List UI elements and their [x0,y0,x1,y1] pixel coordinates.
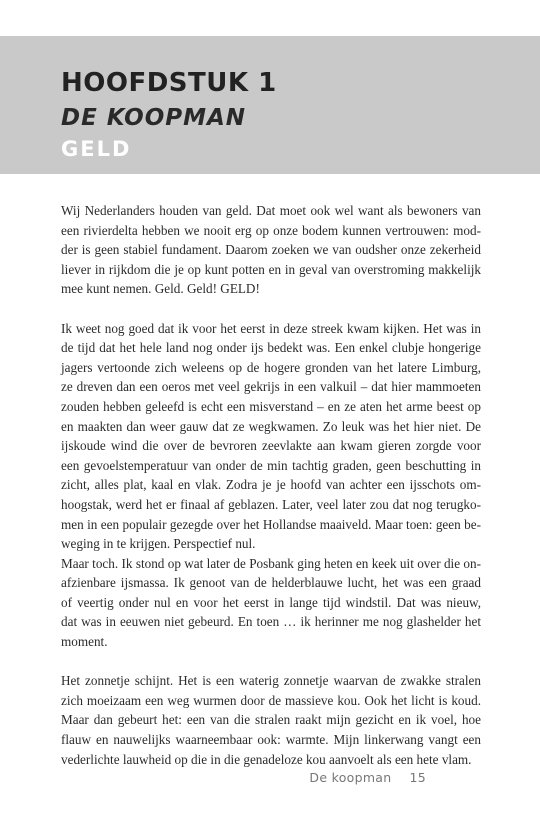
text-line: en maakten dan weer gauw dat ze wegkwamen. Zo leuk was het hier niet. De [61,418,481,434]
text-line: zouden hebben geleefd is echt een misverstand – en ze aten het arme beest op [61,398,481,414]
text-line: Het zonnetje schijnt. Het is een waterig zonnetje waarvan de zwakke stralen [61,673,481,689]
text-line: moment. [61,634,108,650]
section-title: GELD [61,137,132,161]
chapter-title: HOOFDSTUK 1 [61,68,277,98]
text-line: ze dreven dan een oeros met veel gekrijs in een valkuil – dat hier mammoeten [61,379,481,395]
text-line: de tijd dat het hele land nog onder ijs bedekt was. Een enkel clubje hongerige [61,340,481,356]
chapter-subtitle: DE KOOPMAN [61,105,247,131]
text-line: liever in rijkdom die je op kunt potten en in geval van overstroming makkelijk [61,261,481,277]
text-line: een rivierdelta hebben we nooit erg op onze bodem kunnen vertrouwen: mod- [61,222,481,238]
paragraph [61,319,481,652]
text-line: vederlichte lauwheid op die in die genadeloze kou aanvoelt als een hete vlam. [61,751,472,767]
text-line: of veertig onder nul en voor het eerst in lange tijd windstil. Dat was nieuw, [61,594,481,610]
text-line: dat was in eeuwen niet gebeurd. En toen … ik herinner me nog glashelder het [61,614,481,630]
text-line: der is geen stabiel fundament. Daarom zoeken we van oudsher onze zekerheid [61,242,481,258]
text-line: flauw en nauwelijks waarneembaar ook: warmte. Mijn linkerwang vangt een [61,732,481,748]
page-footer [309,770,426,785]
body-text [61,201,481,769]
paragraph [61,671,481,769]
text-line: mee kunt nemen. Geld. Geld! GELD! [61,281,260,297]
text-line: jagers vertoonde zich weleens op de hogere gronden van het latere Limburg, [61,359,481,375]
text-line: Ik weet nog goed dat ik voor het eerst in deze streek kwam kijken. Het was in [61,320,481,336]
text-line: Maar dan gebeurt het: een van die stralen raakt mijn gezicht en ik voel, hoe [61,712,481,728]
text-line: zicht, alles plat, kaal en vlak. Zodra je je hoofd van achter een ijsschots om- [61,477,481,493]
text-line: Maar toch. Ik stond op wat later de Posbank ging heten en keek uit over die on- [61,555,481,571]
paragraph-gap [61,299,481,319]
text-line: ijskoude wind die over de bevroren zeevlakte aan kwam gieren zorgde voor [61,438,481,454]
text-line: Wij Nederlanders houden van geld. Dat moet ook wel want als bewoners van [61,203,481,218]
text-line: een gevoelstemperatuur van onder de min tachtig graden, geen beschutting in [61,457,481,473]
text-line: zich moeizaam een weg wurmen door de massieve kou. Ook het licht is koud. [61,692,481,708]
text-line: hoogstak, werd het er finaal af geblazen. Later, veel later zou dat nog terugko- [61,496,481,512]
text-line: men in een populair gezegde over het Hollandse maaiveld. Maar toen: geen be- [61,516,481,532]
paragraph [61,201,481,299]
paragraph-gap [61,652,481,672]
running-title: De koopman [309,770,392,785]
text-line: weging in te krijgen. Perspectief nul. [61,536,256,552]
text-line: afzienbare ijsmassa. Ik genoot van de helderblauwe lucht, het was een graad [61,575,481,591]
page-number: 15 [409,770,426,785]
